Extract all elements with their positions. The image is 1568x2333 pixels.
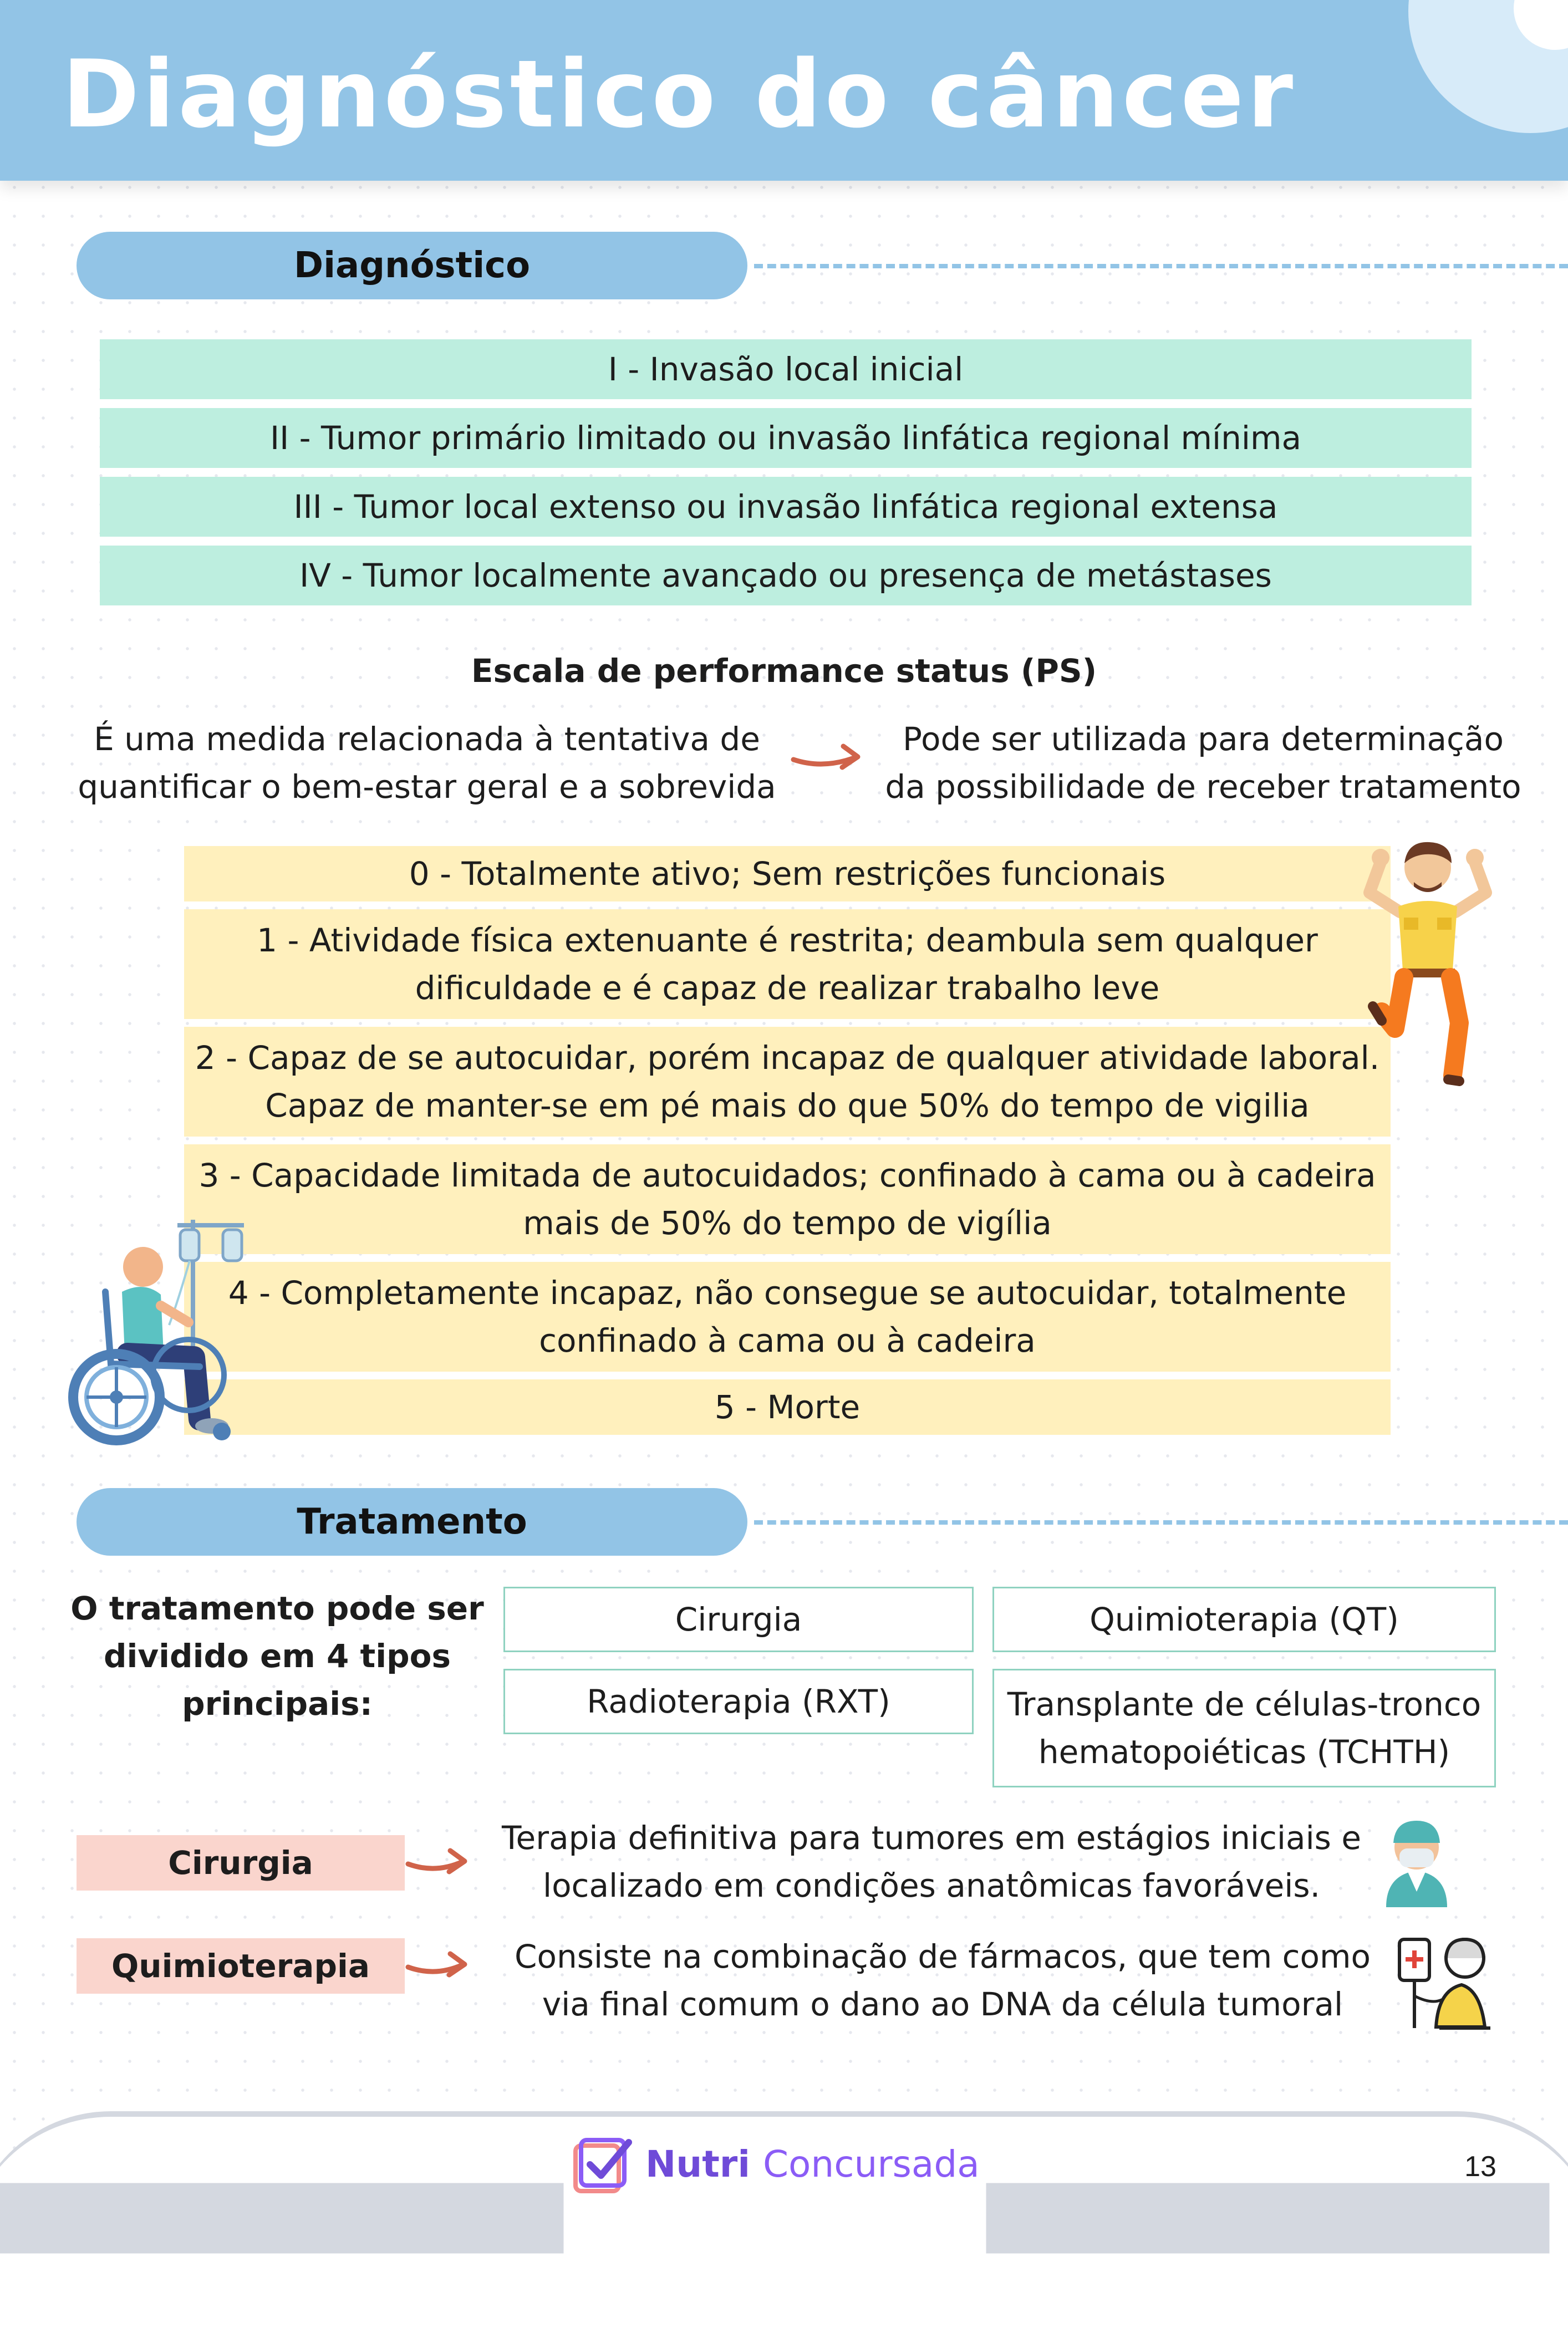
chemotherapy-patient-icon bbox=[1392, 1929, 1497, 2035]
stage-item: III - Tumor local extenso ou invasão linfática regional extensa bbox=[100, 477, 1472, 537]
ps-level-0 bbox=[184, 846, 1391, 901]
stage-item: IV - Tumor localmente avançado ou presença de metástases bbox=[100, 546, 1472, 605]
description-line: via final comum o dano ao DNA da célula tumoral bbox=[542, 1985, 1343, 2023]
section-divider-dashed bbox=[754, 1520, 1568, 1525]
wheelchair-patient-illustration-icon bbox=[67, 1209, 255, 1458]
treatment-type-label: Transplante de células-tronco bbox=[1007, 1685, 1482, 1723]
page-title: Diagnóstico do câncer bbox=[62, 40, 1297, 149]
page-header bbox=[0, 0, 1568, 181]
ps-definition-line: É uma medida relacionada à tentativa de bbox=[94, 720, 760, 758]
page-number: 13 bbox=[1464, 2151, 1496, 2183]
section-heading-tratamento: Tratamento bbox=[77, 1488, 747, 1556]
ps-level-text: 2 - Capaz de se autocuidar, porém incapaz de qualquer atividade laboral. bbox=[195, 1039, 1380, 1077]
treatment-type-label: hematopoiéticas (TCHTH) bbox=[1038, 1733, 1450, 1771]
brand-logo-text bbox=[645, 2137, 980, 2192]
ps-level-2 bbox=[184, 1027, 1391, 1137]
ps-level-text: mais de 50% do tempo de vigília bbox=[523, 1204, 1052, 1242]
ps-level-text: 4 - Completamente incapaz, não consegue se autocuidar, totalmente bbox=[228, 1274, 1347, 1312]
treatment-type-cirurgia bbox=[503, 1587, 974, 1652]
brand-name-part1: Nutri bbox=[645, 2143, 750, 2186]
stage-item: I - Invasão local inicial bbox=[100, 339, 1472, 399]
ps-usage-text bbox=[870, 715, 1536, 811]
description-line: localizado em condições anatômicas favoráveis. bbox=[542, 1867, 1321, 1904]
tag-quimioterapia: Quimioterapia bbox=[77, 1938, 405, 1994]
tag-cirurgia: Cirurgia bbox=[77, 1835, 405, 1891]
ps-level-1 bbox=[184, 909, 1391, 1019]
ps-level-text: 3 - Capacidade limitada de autocuidados; confinado à cama ou à cadeira bbox=[198, 1157, 1376, 1194]
ps-level-text: 0 - Totalmente ativo; Sem restrições funcionais bbox=[409, 855, 1166, 893]
treatment-type-label: Radioterapia (RXT) bbox=[587, 1683, 890, 1720]
arrow-right-icon bbox=[790, 737, 865, 776]
cirurgia-description bbox=[477, 1814, 1386, 1909]
description-line: Terapia definitiva para tumores em estágios iniciais e bbox=[501, 1819, 1362, 1857]
active-person-illustration-icon bbox=[1342, 829, 1514, 1089]
stage-item: II - Tumor primário limitado ou invasão linfática regional mínima bbox=[100, 408, 1472, 468]
ps-usage-line: Pode ser utilizada para determinação bbox=[903, 720, 1504, 758]
ps-level-4 bbox=[184, 1262, 1391, 1372]
treatment-type-quimioterapia bbox=[992, 1587, 1496, 1652]
ps-scale-title: Escala de performance status (PS) bbox=[471, 652, 1097, 690]
treatment-intro-line: dividido em 4 tipos bbox=[103, 1637, 451, 1675]
treatment-intro-text bbox=[67, 1585, 488, 1728]
quimioterapia-description bbox=[488, 1933, 1397, 2028]
ps-definition-text bbox=[67, 715, 787, 811]
ps-level-text: dificuldade e é capaz de realizar trabalho leve bbox=[415, 969, 1160, 1007]
surgeon-icon bbox=[1375, 1809, 1458, 1908]
treatment-type-label: Quimioterapia (QT) bbox=[1090, 1601, 1399, 1638]
ps-definition-line: quantificar o bem-estar geral e a sobrevida bbox=[78, 768, 776, 806]
brand-logo-icon bbox=[570, 2135, 634, 2196]
ps-level-5 bbox=[184, 1379, 1391, 1435]
brand-name-part2: Concursada bbox=[762, 2143, 980, 2186]
ps-level-text: 1 - Atividade física extenuante é restrita; deambula sem qualquer bbox=[257, 921, 1318, 959]
section-heading-diagnostico: Diagnóstico bbox=[77, 232, 747, 299]
section-divider-dashed bbox=[754, 264, 1568, 268]
ps-level-text: Capaz de manter-se em pé mais do que 50% do tempo de vigilia bbox=[265, 1087, 1310, 1124]
arrow-right-icon bbox=[405, 1842, 471, 1881]
arrow-right-icon bbox=[405, 1945, 471, 1984]
treatment-type-label: Cirurgia bbox=[675, 1601, 802, 1638]
treatment-type-transplante bbox=[992, 1669, 1496, 1787]
ps-level-3 bbox=[184, 1144, 1391, 1254]
treatment-intro-line: O tratamento pode ser bbox=[70, 1590, 484, 1627]
ps-usage-line: da possibilidade de receber tratamento bbox=[885, 768, 1521, 806]
ps-level-text: 5 - Morte bbox=[714, 1388, 861, 1426]
description-line: Consiste na combinação de fármacos, que tem como bbox=[515, 1938, 1371, 1975]
treatment-intro-line: principais: bbox=[182, 1685, 373, 1723]
treatment-type-radioterapia bbox=[503, 1669, 974, 1734]
ps-level-text: confinado à cama ou à cadeira bbox=[539, 1322, 1036, 1359]
